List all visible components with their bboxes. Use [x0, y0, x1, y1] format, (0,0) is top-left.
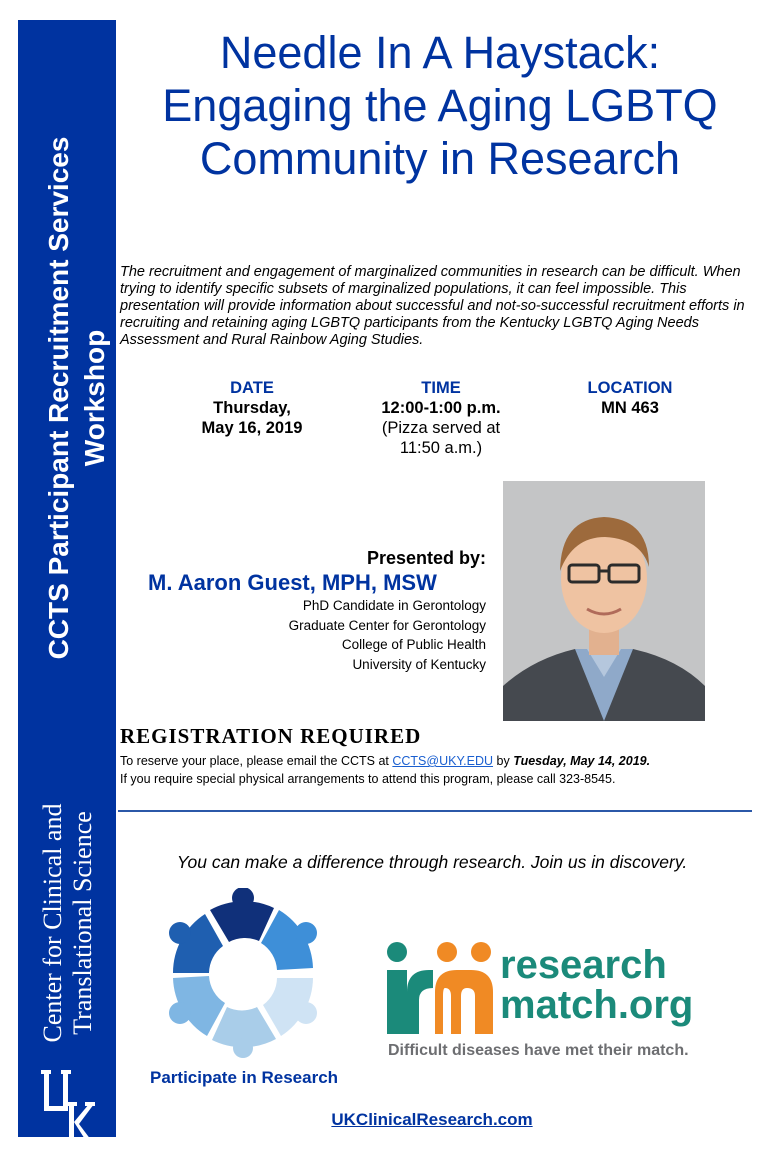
location-label: LOCATION — [587, 379, 673, 397]
participate-in-research-icon — [148, 888, 338, 1058]
participate-in-research-label: Participate in Research — [150, 1068, 339, 1087]
location-block — [570, 378, 690, 418]
registration-text — [120, 752, 750, 788]
email-link[interactable]: CCTS@UKY.EDU — [392, 754, 494, 768]
date-value: Thursday, May 16, 2019 — [201, 399, 303, 437]
website-link[interactable]: UKClinicalResearch.com — [331, 1110, 533, 1129]
registration-line-2: If you require special physical arrangements to attend this program, please call 323-8545. — [120, 772, 616, 786]
presenter-line: University of Kentucky — [352, 656, 486, 672]
researchmatch-wordmark — [500, 945, 693, 1025]
date-label: DATE — [230, 379, 274, 397]
presenter-name: M. Aaron Guest, MPH, MSW — [148, 570, 437, 595]
location-value: MN 463 — [601, 399, 659, 417]
presenter-photo — [503, 481, 705, 721]
sidebar-title: CCTS Participant Recruitment Services Workshop — [43, 136, 110, 660]
presenter-line: Graduate Center for Gerontology — [288, 617, 486, 633]
researchmatch-line-1: research — [500, 943, 667, 987]
tagline: You can make a difference through research. Join us in discovery. — [176, 852, 688, 872]
date-block — [180, 378, 324, 438]
divider — [118, 810, 752, 812]
presented-by-label: Presented by: — [366, 548, 486, 568]
researchmatch-tagline: Difficult diseases have met their match. — [388, 1042, 689, 1059]
time-label: TIME — [421, 379, 461, 397]
time-note: (Pizza served at 11:50 a.m.) — [381, 419, 501, 457]
presenter-line: College of Public Health — [341, 637, 486, 652]
sidebar-center-name: Center for Clinical and Translational Science — [38, 803, 97, 1043]
presenter-block — [120, 547, 486, 674]
time-value: 12:00-1:00 p.m. — [381, 399, 501, 417]
registration-deadline: Tuesday, May 14, 2019. — [513, 754, 651, 768]
presenter-line: PhD Candidate in Gerontology — [302, 598, 486, 613]
registration-title: REGISTRATION REQUIRED — [120, 724, 422, 748]
registration-line-1: To reserve your place, please email the CCTS at CCTS@UKY.EDU by Tuesday, May 14, 2019. — [120, 754, 651, 768]
time-block — [350, 378, 532, 458]
event-title: Needle In A Haystack: Engaging the Aging LGBTQ Community in Research — [162, 27, 718, 184]
event-description: The recruitment and engagement of marginalized communities in research can be difficult. When trying to identify specific subsets of marginalized populations, it can feel impossible. This presentation will provide information about successful and not-so-successful recruitment efforts in recruiting and retaining aging LGBTQ participants from the Kentucky LGBTQ Aging Needs Assessment and Rural Rainbow Aging Studies. — [120, 264, 745, 348]
uk-logo-icon — [39, 1068, 95, 1146]
sidebar — [18, 20, 116, 1137]
researchmatch-logo-icon — [385, 940, 495, 1036]
researchmatch-line-2: match.org — [500, 983, 694, 1027]
